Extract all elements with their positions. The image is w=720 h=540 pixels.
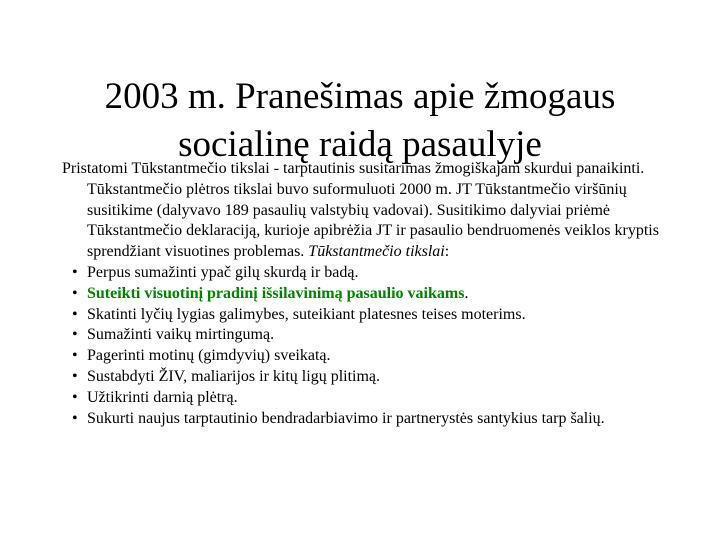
bullet-icon: •	[72, 263, 78, 281]
intro-emphasis: Tūkstantmečio tikslai	[308, 243, 445, 261]
goal-text: Sustabdyti ŽIV, maliarijos ir kitų ligų plitimą.	[87, 367, 381, 385]
goal-item-3	[62, 305, 662, 326]
goal-item-1	[62, 263, 662, 284]
title-line-1: 2003 m. Pranešimas apie žmogaus	[104, 75, 616, 117]
goal-item-4	[62, 325, 662, 346]
goal-text: Sumažinti vaikų mirtingumą.	[87, 326, 275, 344]
goal-text: Skatinti lyčių lygias galimybes, suteikiant platesnes teises moterims.	[87, 305, 526, 323]
goal-item-2	[62, 284, 662, 305]
bullet-icon: •	[72, 367, 78, 385]
goal-item-5	[62, 346, 662, 367]
intro-paragraph	[62, 159, 662, 263]
slide-body	[62, 159, 662, 429]
goal-item-7	[62, 388, 662, 409]
bullet-icon: •	[72, 409, 78, 427]
intro-colon: :	[444, 243, 450, 261]
goal-text: Užtikrinti darnią plėtrą.	[87, 388, 238, 406]
goal-text-highlighted: Suteikti visuotinį pradinį išsilavinimą pasaulio vaikams	[87, 284, 465, 302]
goal-text: Perpus sumažinti ypač gilų skurdą ir badą.	[87, 263, 359, 281]
goals-list	[62, 263, 662, 429]
title-line-2: socialinę raidą pasaulyje	[178, 123, 542, 165]
goal-suffix: .	[464, 284, 469, 302]
bullet-icon: •	[72, 347, 78, 365]
bullet-icon: •	[72, 388, 78, 406]
bullet-icon: •	[72, 305, 78, 323]
goal-item-8	[62, 409, 662, 430]
slide-title	[30, 73, 690, 169]
bullet-icon: •	[72, 284, 78, 302]
goal-text: Sukurti naujus tarptautinio bendradarbiavimo ir partnerystės santykius tarp šalių.	[87, 409, 605, 427]
goal-text: Pagerinti motinų (gimdyvių) sveikatą.	[87, 347, 331, 365]
bullet-icon: •	[72, 326, 78, 344]
goal-item-6	[62, 367, 662, 388]
intro-text: Pristatomi Tūkstantmečio tikslai - tarptautinis susitarimas žmogiškajam skurdui panaikinti. Tūkstantmečio plėtros tikslai buvo suformuluoti 2000 m. JT Tūkstantmečio viršūnių susitikime (dalyvavo 189 pasaulių valstybių vadovai). Susitikimo dalyviai priėmė Tūkstantmečio deklaraciją, kurioje apibrėžia JT ir pasaulio bendruomenės veiklos kryptis sprendžiant visuotines problemas.	[62, 160, 659, 261]
